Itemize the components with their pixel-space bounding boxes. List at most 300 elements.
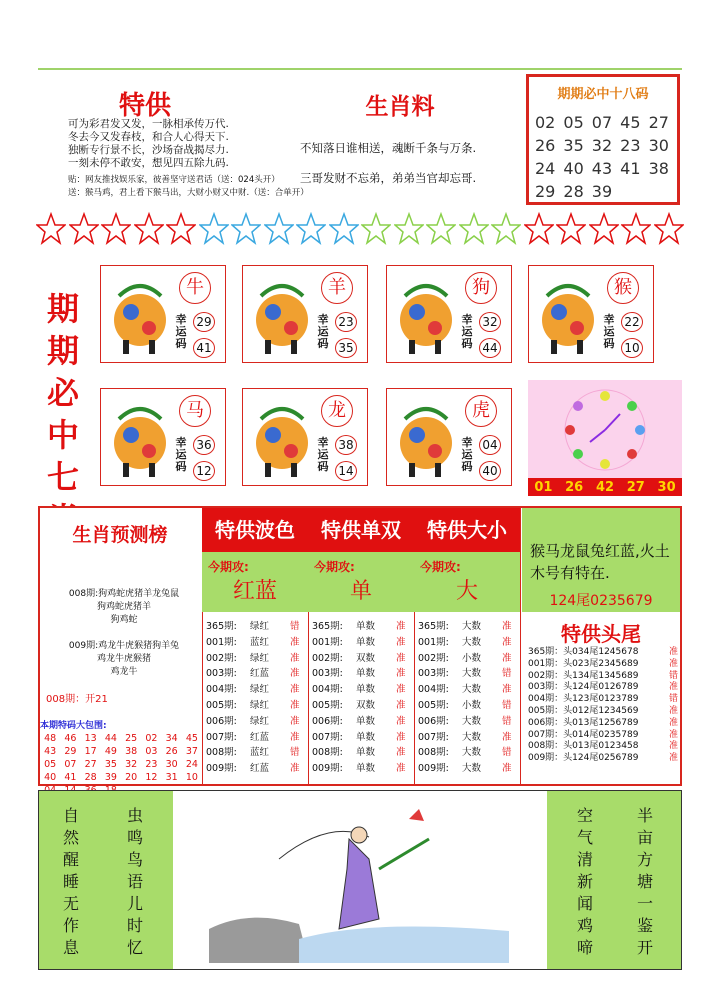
star-row	[36, 212, 686, 252]
box18-number: 32	[591, 136, 613, 155]
row-period: 004期:	[206, 684, 237, 696]
toutail-value: 365期：头034尾1245678	[528, 647, 639, 657]
row-result: 准	[396, 652, 406, 664]
column-rows	[418, 618, 518, 776]
row-result: 准	[290, 731, 300, 743]
star-icon	[654, 212, 684, 246]
pack-grid	[40, 732, 202, 797]
table-row	[418, 618, 518, 634]
pack-number: 39	[104, 772, 117, 783]
row-period: 004期:	[312, 684, 343, 696]
poem-char: 语	[126, 872, 143, 891]
row-result: 准	[290, 684, 300, 696]
toutail-row	[528, 715, 678, 727]
tiger-papercut-icon	[395, 399, 457, 479]
table-row	[206, 650, 306, 666]
row-period: 002期:	[206, 652, 237, 664]
lucky-number: 38	[335, 435, 357, 455]
bottom-right-panel	[547, 791, 681, 969]
toutail-result: 准	[668, 741, 678, 752]
prediction-008: 008期:狗鸡蛇虎猪羊龙兔鼠	[68, 589, 180, 599]
row-value: 大数	[462, 668, 482, 680]
toutail-row	[528, 738, 678, 750]
pack-number: 02	[145, 733, 158, 744]
row-result: 准	[396, 715, 406, 727]
row-value: 蓝红	[250, 636, 270, 648]
row-period: 005期:	[312, 699, 343, 711]
pack-number: 38	[125, 746, 138, 757]
zodiac-card-4	[100, 388, 226, 486]
pack-number: 20	[125, 772, 138, 783]
row-result: 准	[290, 668, 300, 680]
prediction-009: 009期:鸡龙牛虎猴猪狗羊兔	[68, 641, 180, 651]
clock-number: 26	[565, 479, 584, 495]
prediction-title: 生肖预测榜	[72, 524, 168, 546]
row-value: 单数	[356, 747, 376, 759]
row-value: 单数	[356, 731, 376, 743]
table-row	[312, 760, 412, 776]
pack-number: 26	[165, 746, 178, 757]
row-period: 365期:	[418, 621, 449, 632]
pack-number: 30	[165, 759, 178, 770]
zodiac-card-0	[100, 265, 226, 363]
pack-number: 25	[125, 733, 138, 744]
toutail-value: 001期：头023尾2345689	[528, 658, 639, 669]
pack-number: 31	[165, 772, 178, 783]
row-period: 001期:	[418, 636, 449, 648]
toutail-value: 009期：头124尾0256789	[528, 753, 639, 764]
table-row	[206, 760, 306, 776]
row-result: 准	[290, 699, 300, 711]
row-period: 001期:	[206, 636, 237, 648]
tegong-title: 特供	[118, 91, 171, 121]
pack-number: 44	[104, 733, 117, 744]
lucky-number: 32	[479, 312, 501, 332]
star-icon	[556, 212, 586, 246]
poem-char: 鉴	[636, 916, 653, 935]
main-table	[38, 506, 682, 786]
pack-number: 48	[44, 733, 57, 744]
table-row	[312, 713, 412, 729]
vertical-title-char: 七	[46, 458, 79, 496]
row-value: 大数	[462, 636, 482, 648]
eighteen-number-box	[526, 74, 680, 205]
row-result: 准	[396, 636, 406, 648]
toutail-result: 错	[668, 694, 678, 705]
zodiac-card-2	[386, 265, 512, 363]
attack-panel	[202, 552, 308, 612]
toutail-row	[528, 644, 678, 656]
row-period: 009期:	[418, 763, 449, 775]
table-row	[312, 697, 412, 713]
row-result: 准	[502, 763, 512, 775]
star-icon	[264, 212, 294, 246]
row-result: 准	[502, 636, 512, 648]
table-row	[312, 744, 412, 760]
toutail-row	[528, 703, 678, 715]
row-result: 准	[396, 668, 406, 680]
row-value: 单数	[356, 668, 376, 680]
row-result: 准	[290, 636, 300, 648]
table-row	[418, 729, 518, 745]
clock-number: 30	[657, 479, 676, 495]
row-period: 009期:	[206, 763, 237, 775]
poem-char: 啼	[576, 938, 593, 957]
monkey-papercut-icon	[537, 276, 599, 356]
row-result: 准	[396, 763, 406, 775]
row-result: 准	[290, 715, 300, 727]
table-row	[206, 729, 306, 745]
poem-char: 息	[62, 938, 79, 957]
box18-number: 05	[563, 113, 584, 132]
clock-number-bar	[528, 478, 682, 496]
toutail-row	[528, 668, 678, 680]
note-line: 贴：网友推找娱乐家，彼善坚守送君话（送：024头开）	[68, 175, 280, 185]
poem-char: 塘	[636, 872, 653, 891]
table-row	[418, 634, 518, 650]
column-head: 特供单双	[308, 508, 414, 552]
row-result: 准	[502, 621, 512, 632]
poem-char: 气	[576, 828, 593, 847]
star-icon	[199, 212, 229, 246]
lucky-number: 40	[479, 461, 501, 481]
poem-char: 清	[576, 850, 593, 869]
star-icon	[491, 212, 521, 246]
row-period: 001期:	[312, 636, 343, 648]
zodiac-name: 羊	[321, 272, 353, 304]
lucky-number: 23	[335, 312, 357, 332]
poem-line: 可为彩君发又发，一脉相承传万代.	[68, 118, 229, 130]
box18-number: 27	[648, 113, 669, 132]
note-line: 送：猴马鸡，君上看下猴马出，大财小财又中财.（送：合单开）	[68, 188, 309, 198]
box18-number: 41	[620, 159, 641, 178]
right-poem-col-2	[635, 805, 655, 959]
lucky-number: 22	[621, 312, 643, 332]
row-value: 绿红	[250, 621, 270, 632]
star-icon	[621, 212, 651, 246]
row-value: 单数	[356, 636, 376, 648]
table-row	[206, 697, 306, 713]
star-icon	[524, 212, 554, 246]
lucky-label: 幸运码	[461, 313, 473, 350]
pack-number: 28	[84, 772, 97, 783]
zodiac-card-3	[528, 265, 654, 363]
right-top-panel	[522, 508, 680, 612]
column-rows	[206, 618, 306, 776]
poem-char: 亩	[636, 828, 653, 847]
row-value: 大数	[462, 763, 482, 775]
box18-number: 28	[563, 182, 584, 201]
table-row	[206, 634, 306, 650]
eighteen-number-title: 期期必中十八码	[557, 87, 649, 102]
toutail-result: 准	[668, 658, 678, 669]
poem-line: 冬去今又发春枝，和合人心得天下.	[68, 131, 229, 143]
clock-number: 01	[534, 479, 553, 495]
box18-number: 02	[535, 113, 556, 132]
poem-char: 忆	[126, 938, 143, 957]
row-value: 绿红	[250, 684, 270, 696]
star-icon	[134, 212, 164, 246]
row-period: 004期:	[418, 684, 449, 696]
row-result: 错	[290, 747, 300, 759]
top-divider	[38, 68, 682, 70]
zodiac-card-6	[386, 388, 512, 486]
row-value: 绿红	[250, 715, 270, 727]
row-period: 005期:	[418, 699, 449, 711]
pack-number: 32	[125, 759, 138, 770]
lucky-number: 12	[193, 461, 215, 481]
lucky-number: 14	[335, 461, 357, 481]
poem-char: 鸣	[126, 828, 143, 847]
toutail-result: 准	[668, 717, 678, 728]
table-row	[418, 713, 518, 729]
attack-panel	[308, 552, 414, 612]
row-value: 单数	[356, 684, 376, 696]
toutail-row	[528, 691, 678, 703]
poem-char: 自	[62, 806, 79, 825]
pack-number: 35	[104, 759, 117, 770]
row-value: 红蓝	[250, 731, 270, 743]
bottom-poem-panel	[38, 790, 682, 970]
pack-number: 23	[145, 759, 158, 770]
immortal-illustration-icon	[209, 799, 509, 963]
row-result: 准	[290, 652, 300, 664]
row-result: 错	[502, 668, 512, 680]
row-result: 准	[396, 747, 406, 759]
row-period: 365期:	[206, 621, 237, 632]
lucky-number: 29	[193, 312, 215, 332]
row-result: 准	[396, 684, 406, 696]
prediction-open: 008期：开21	[46, 694, 108, 705]
pack-number: 07	[64, 759, 77, 770]
table-row	[206, 681, 306, 697]
table-row	[312, 729, 412, 745]
lucky-label: 幸运码	[603, 313, 615, 350]
lucky-label: 幸运码	[175, 313, 187, 350]
row-period: 003期:	[418, 668, 449, 680]
vertical-title-char: 期	[46, 332, 79, 370]
column-rows	[312, 618, 412, 776]
row-result: 准	[396, 731, 406, 743]
clock-number: 42	[595, 479, 615, 495]
dog-papercut-icon	[395, 276, 457, 356]
poem-char: 半	[636, 806, 653, 825]
vertical-title-char: 必	[46, 374, 79, 412]
zodiac-card-1	[242, 265, 368, 363]
toutail-result: 准	[668, 729, 678, 740]
row-result: 准	[502, 731, 512, 743]
pack-number: 37	[185, 746, 198, 757]
star-icon	[589, 212, 619, 246]
row-value: 双数	[356, 652, 376, 664]
row-value: 单数	[356, 715, 376, 727]
toutail-result: 错	[668, 670, 678, 681]
row-period: 007期:	[312, 731, 343, 743]
pack-number: 24	[185, 759, 198, 770]
right-top-tail: 124尾0235679	[549, 593, 653, 609]
row-result: 错	[502, 715, 512, 727]
row-period: 365期:	[312, 621, 343, 632]
left-poem-col-1	[61, 805, 81, 959]
toutail-title: 特供头尾	[561, 622, 641, 646]
row-period: 008期:	[312, 747, 343, 759]
star-icon	[36, 212, 66, 246]
tegong-notes	[68, 174, 328, 200]
prediction-009c: 鸡龙牛	[110, 667, 138, 677]
row-period: 006期:	[418, 715, 449, 727]
poem-char: 新	[576, 872, 593, 891]
lucky-number: 35	[335, 338, 357, 358]
column-head: 特供大小	[414, 508, 520, 552]
table-row	[312, 650, 412, 666]
row-result: 错	[502, 699, 512, 711]
toutail-result: 准	[668, 753, 678, 764]
row-period: 006期:	[312, 715, 343, 727]
column-2	[414, 508, 521, 784]
poem-char: 然	[62, 828, 79, 847]
pack-number: 45	[185, 733, 198, 744]
pack-number: 13	[84, 733, 97, 744]
lucky-label: 幸运码	[175, 436, 187, 473]
pack-number: 41	[64, 772, 77, 783]
box18-number: 38	[648, 159, 669, 178]
row-result: 准	[396, 621, 406, 632]
lucky-number: 36	[193, 435, 215, 455]
poem-char: 一	[636, 894, 653, 913]
poem-line: 一刻未停不敢安，想见四五除九码.	[68, 157, 229, 169]
right-poem-col-1	[575, 805, 595, 959]
prediction-panel	[40, 508, 203, 784]
row-period: 005期:	[206, 699, 237, 711]
table-row	[206, 713, 306, 729]
toutail-value: 003期：头124尾0126789	[528, 682, 639, 693]
right-top-text: 猴马龙鼠兔红蓝,火土木号有特在.	[530, 542, 670, 582]
poem-char: 儿	[126, 894, 143, 913]
row-period: 003期:	[206, 668, 237, 680]
pack-number: 17	[84, 746, 97, 757]
left-poem-col-2	[125, 805, 145, 959]
attack-label: 今期攻:	[314, 560, 355, 574]
toutail-result: 准	[668, 705, 678, 716]
box18-number: 40	[563, 159, 584, 178]
lucky-number: 04	[479, 435, 501, 455]
row-value: 大数	[462, 715, 482, 727]
box18-number: 35	[563, 136, 584, 155]
lucky-number: 10	[621, 338, 643, 358]
row-value: 双数	[356, 699, 376, 711]
box18-number: 23	[620, 136, 641, 155]
toutail-value: 005期：头012尾1234569	[528, 705, 639, 716]
lucky-label: 幸运码	[317, 436, 329, 473]
row-result: 准	[502, 652, 512, 664]
zodiac-card-5	[242, 388, 368, 486]
table-row	[418, 760, 518, 776]
table-row	[312, 634, 412, 650]
poem-char: 作	[62, 916, 79, 935]
row-result: 错	[502, 747, 512, 759]
star-icon	[101, 212, 131, 246]
toutail-row	[528, 727, 678, 739]
eighteen-number-grid	[535, 111, 677, 203]
box18-number: 26	[535, 136, 556, 155]
row-value: 小数	[462, 699, 482, 711]
row-value: 蓝红	[250, 747, 270, 759]
star-icon	[69, 212, 99, 246]
row-value: 单数	[356, 621, 376, 632]
star-icon	[296, 212, 326, 246]
toutail-rows	[528, 644, 678, 762]
row-value: 绿红	[250, 652, 270, 664]
poem-char: 睡	[62, 872, 79, 891]
attack-value: 红蓝	[232, 579, 277, 604]
row-period: 003期:	[312, 668, 343, 680]
toutail-value: 002期：头134尾1345689	[528, 670, 639, 681]
pack-number: 40	[44, 772, 57, 783]
row-period: 007期:	[418, 731, 449, 743]
row-value: 大数	[462, 621, 482, 632]
bottom-left-panel	[39, 791, 173, 969]
toutail-value: 008期：头013尾0123458	[528, 741, 639, 752]
toutail-value: 004期：头123尾0123789	[528, 694, 639, 705]
table-row	[206, 665, 306, 681]
box18-number: 24	[535, 159, 556, 178]
toutail-result: 准	[668, 647, 678, 657]
poem-char: 时	[126, 916, 143, 935]
dragon-papercut-icon	[251, 399, 313, 479]
row-value: 小数	[462, 652, 482, 664]
poem-char: 虫	[126, 806, 143, 825]
table-row	[418, 697, 518, 713]
pack-number: 49	[104, 746, 117, 757]
row-period: 002期:	[312, 652, 343, 664]
table-row	[206, 618, 306, 634]
zodiac-name: 龙	[321, 395, 353, 427]
row-value: 红蓝	[250, 668, 270, 680]
toutail-result: 准	[668, 682, 678, 693]
row-period: 006期:	[206, 715, 237, 727]
toutail-row	[528, 656, 678, 668]
poem-char: 鸟	[126, 850, 143, 869]
pack-number: 03	[145, 746, 158, 757]
column-1	[308, 508, 415, 784]
lucky-number: 41	[193, 338, 215, 358]
table-row	[418, 650, 518, 666]
row-result: 准	[396, 699, 406, 711]
zodiac-name: 牛	[179, 272, 211, 304]
box18-number: 07	[591, 113, 613, 132]
pack-number: 12	[145, 772, 158, 783]
row-value: 大数	[462, 747, 482, 759]
toutail-value: 006期：头013尾1256789	[528, 717, 639, 728]
box18-number: 39	[591, 182, 613, 201]
pack-number: 34	[165, 733, 178, 744]
attack-label: 今期攻:	[208, 560, 249, 574]
vertical-title-char: 中	[46, 416, 79, 454]
toutail-row	[528, 750, 678, 762]
attack-value: 单	[349, 579, 372, 604]
star-icon	[166, 212, 196, 246]
attack-value: 大	[455, 579, 478, 604]
poem-char: 醒	[62, 850, 79, 869]
tegong-poem	[68, 118, 308, 170]
star-icon	[231, 212, 261, 246]
poem-char: 空	[576, 806, 593, 825]
poem-char: 方	[636, 850, 653, 869]
table-row	[312, 665, 412, 681]
row-result: 准	[502, 684, 512, 696]
pack-number: 05	[44, 759, 57, 770]
pack-number: 46	[64, 733, 77, 744]
